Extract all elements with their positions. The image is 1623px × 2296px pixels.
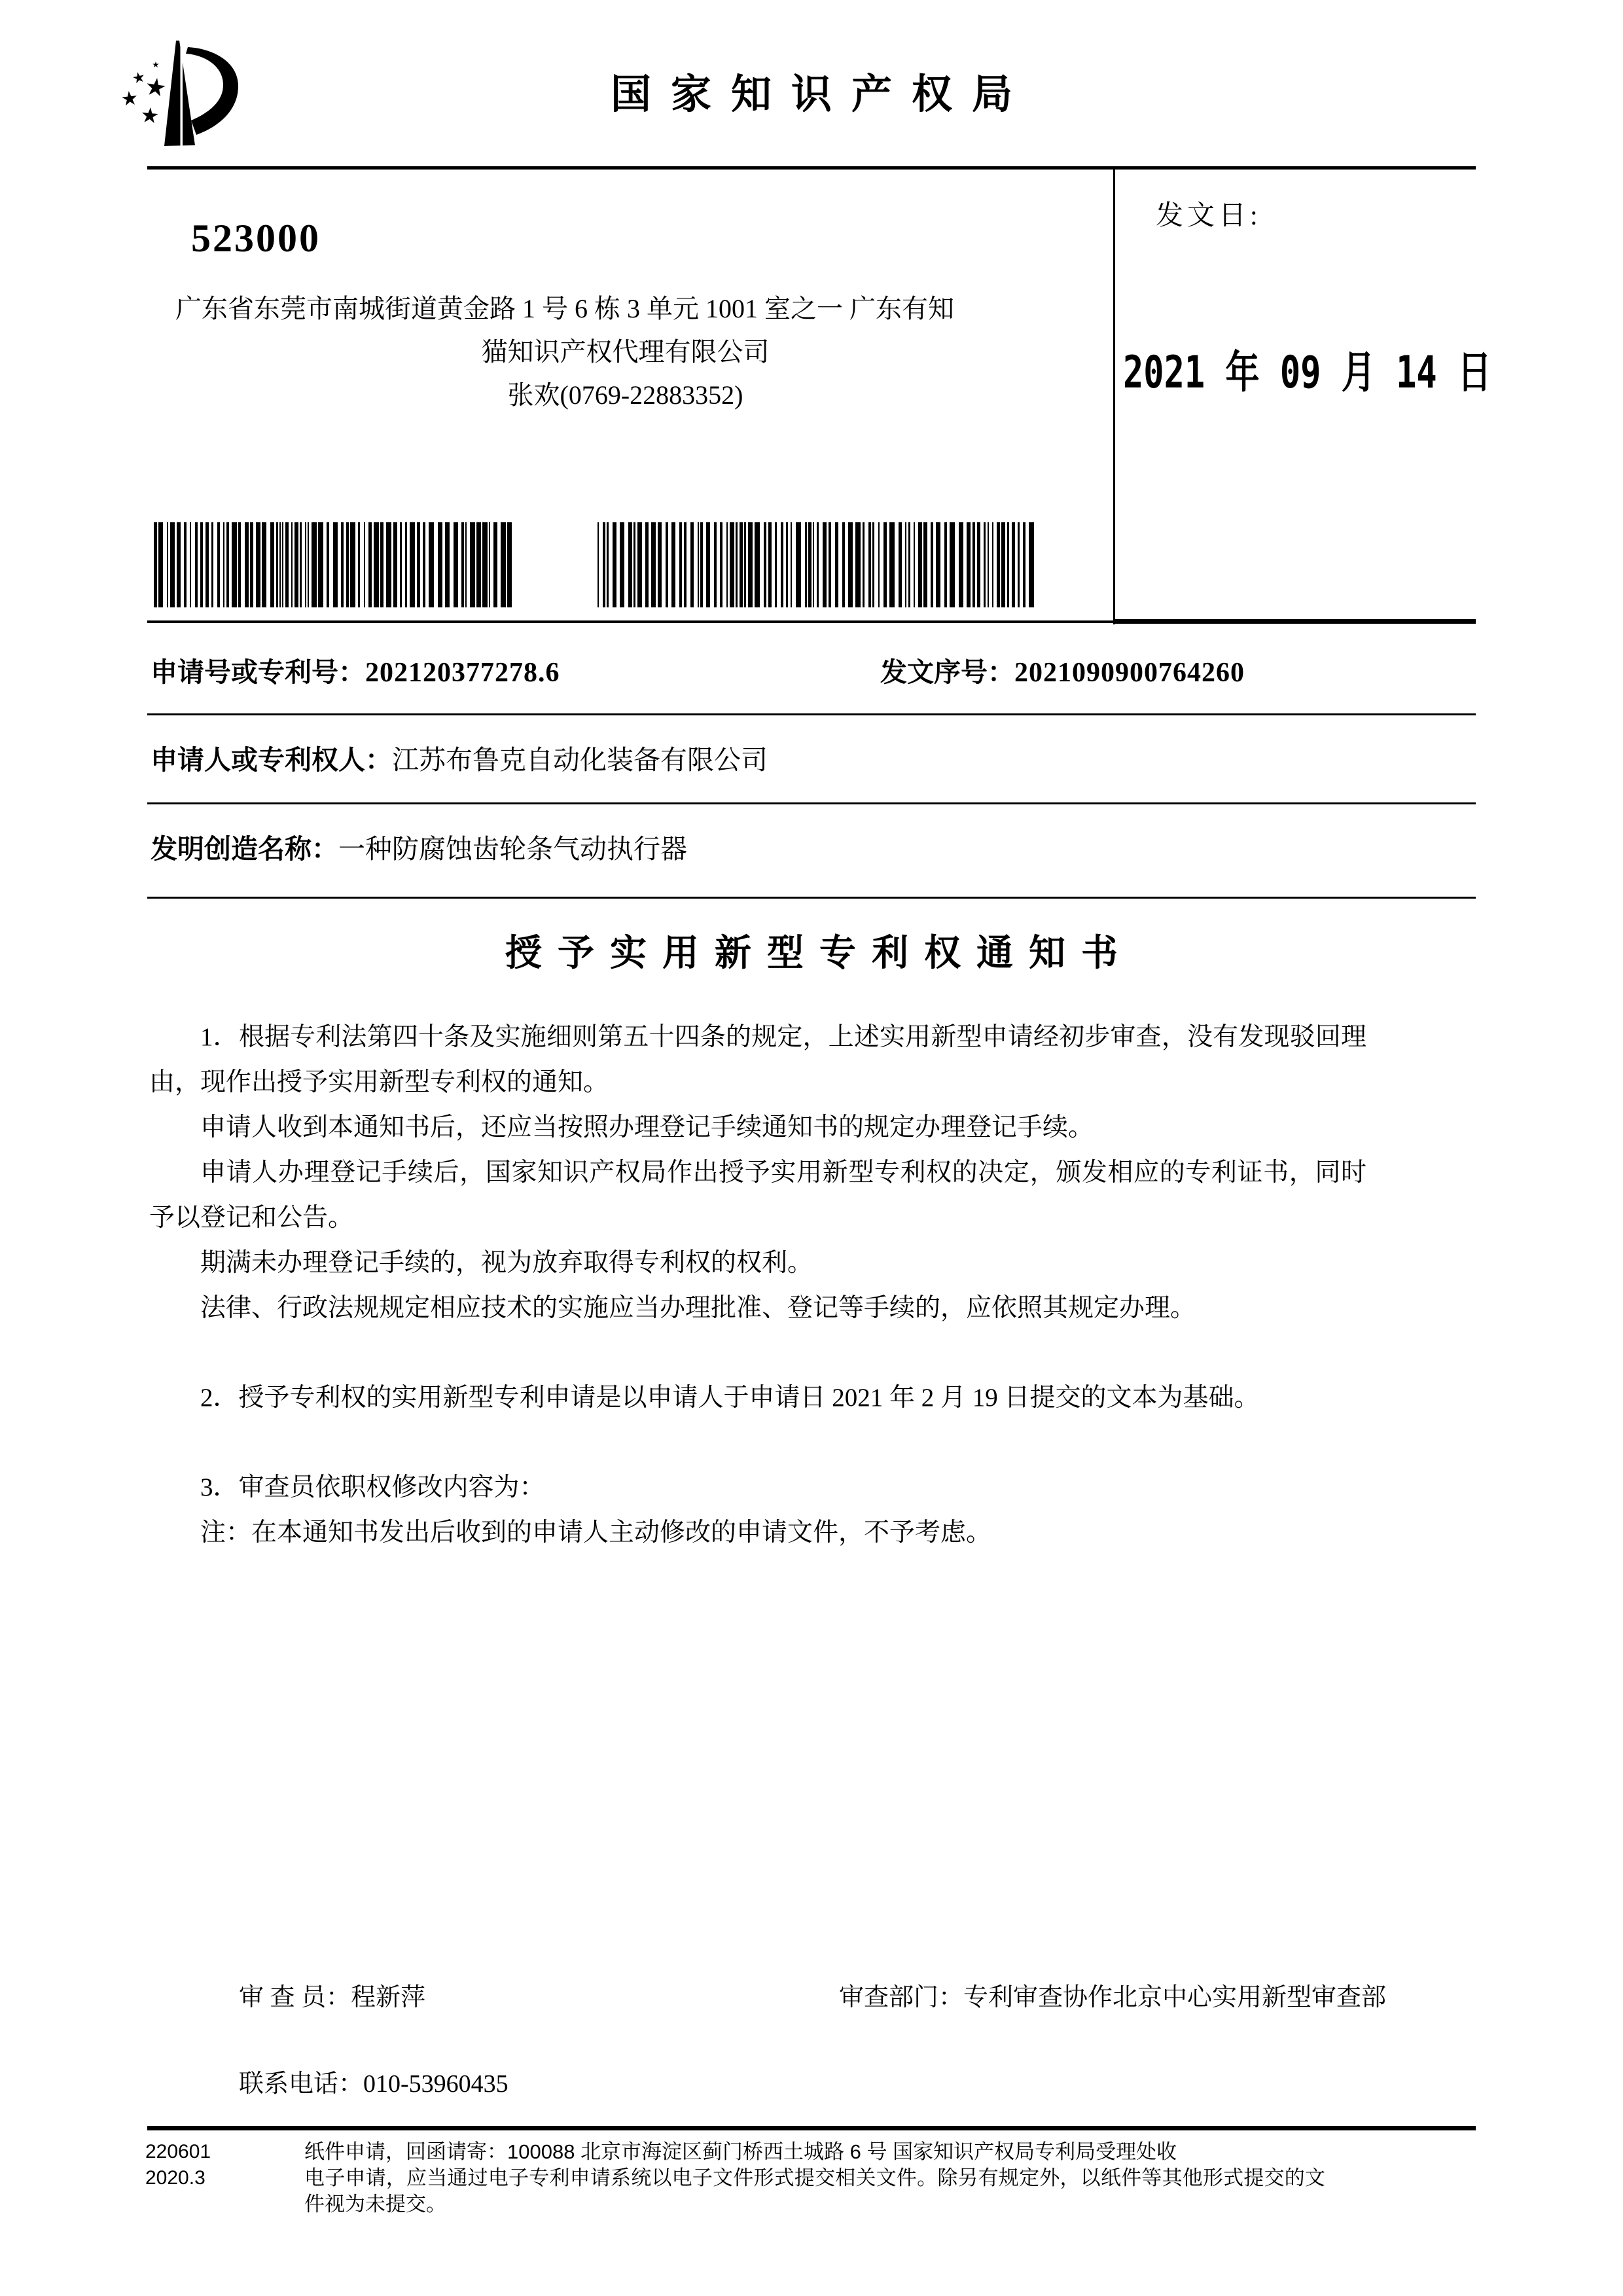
body-paragraph: 3．审查员依职权修改内容为： [200, 1473, 545, 1501]
body-paragraph: 申请人收到本通知书后，还应当按照办理登记手续通知书的规定办理登记手续。 [200, 1113, 1094, 1141]
invention-name-label: 发明创造名称： [151, 834, 338, 864]
issue-date-label: 发文日: [1156, 201, 1262, 231]
application-number-label: 申请号或专利号： [151, 657, 365, 687]
form-code: 220601 [145, 2141, 211, 2162]
paper-filing-note: 纸件申请，回函请寄：100088 北京市海淀区蓟门桥西土城路 6 号 国家知识产权局专利局受理处收 [304, 2140, 1177, 2163]
form-version: 2020.3 [145, 2167, 205, 2189]
form-notes-block [304, 2139, 1325, 2217]
notice-title: 授予实用新型专利权通知书 [505, 932, 1133, 973]
applicant-value: 江苏布鲁克自动化装备有限公司 [392, 745, 768, 775]
form-code-block [145, 2139, 211, 2191]
body-paragraph: 2．授予专利权的实用新型专利申请是以申请人于申请日 2021 年 2 月 19 日提交的文本为基础。 [200, 1384, 1260, 1412]
invention-name-field [151, 827, 687, 866]
separator-rule [147, 897, 1476, 899]
body-paragraph: 法律、行政法规规定相应技术的实施应当办理批准、登记等手续的，应依照其规定办理。 [200, 1294, 1196, 1322]
phone-label: 联系电话： [239, 2070, 364, 2098]
phone-field [239, 2063, 508, 2099]
department-field [839, 1977, 1386, 2013]
examiner-label: 审 查 员： [239, 1984, 351, 2011]
recipient-contact: 张欢(0769-22883352) [507, 380, 743, 410]
body-paragraph: 1．根据专利法第四十条及实施细则第五十四条的规定，上述实用新型申请经初步审查，没有发现驳回理由，现作出授予实用新型专利权的通知。 [149, 1023, 1366, 1096]
barcode-right [597, 522, 1041, 607]
phone-value: 010-53960435 [363, 2070, 508, 2098]
applicant-field [151, 738, 768, 777]
footer-rule [147, 2126, 1476, 2130]
dispatch-number-field [880, 651, 1245, 689]
body-paragraph: 注：在本通知书发出后收到的申请人主动修改的申请文件，不予考虑。 [200, 1518, 992, 1547]
department-label: 审查部门： [839, 1984, 964, 2011]
address-date-divider [1113, 166, 1115, 624]
application-number-value: 202120377278.6 [365, 658, 560, 688]
dispatch-number-value: 2021090900764260 [1014, 658, 1245, 688]
separator-rule [147, 713, 1476, 715]
separator-rule [147, 620, 1113, 623]
barcode-left [154, 522, 515, 607]
separator-rule [1113, 619, 1476, 624]
examiner-field [239, 1977, 425, 2013]
examiner-name: 程新萍 [351, 1984, 426, 2011]
separator-rule [147, 802, 1476, 804]
body-paragraph: 申请人办理登记手续后，国家知识产权局作出授予实用新型专利权的决定，颁发相应的专利证书，同时予以登记和公告。 [149, 1158, 1366, 1232]
recipient-address-line2: 猫知识产权代理有限公司 [481, 337, 770, 367]
applicant-label: 申请人或专利权人： [151, 745, 392, 775]
dispatch-number-label: 发文序号： [880, 657, 1014, 687]
electronic-filing-note: 电子申请，应当通过电子专利申请系统以电子文件形式提交相关文件。除另有规定外，以纸件等其他形式提交的文件视为未提交。 [304, 2166, 1325, 2215]
header-rule [147, 166, 1476, 170]
notice-body [149, 1014, 1366, 1555]
invention-name-value: 一种防腐蚀齿轮条气动执行器 [338, 834, 687, 864]
body-paragraph: 期满未办理登记手续的，视为放弃取得专利权的权利。 [200, 1249, 813, 1277]
department-name: 专利审查协作北京中心实用新型审查部 [963, 1984, 1387, 2011]
issue-date-value: 2021 年 09 月 14 日 [1123, 347, 1491, 399]
recipient-address-line1: 广东省东莞市南城街道黄金路 1 号 6 栋 3 单元 1001 室之一 广东有知 [175, 294, 954, 323]
agency-title: 国家知识产权局 [610, 72, 1032, 117]
recipient-postal-code: 523000 [191, 217, 321, 260]
application-number-field [151, 651, 560, 689]
